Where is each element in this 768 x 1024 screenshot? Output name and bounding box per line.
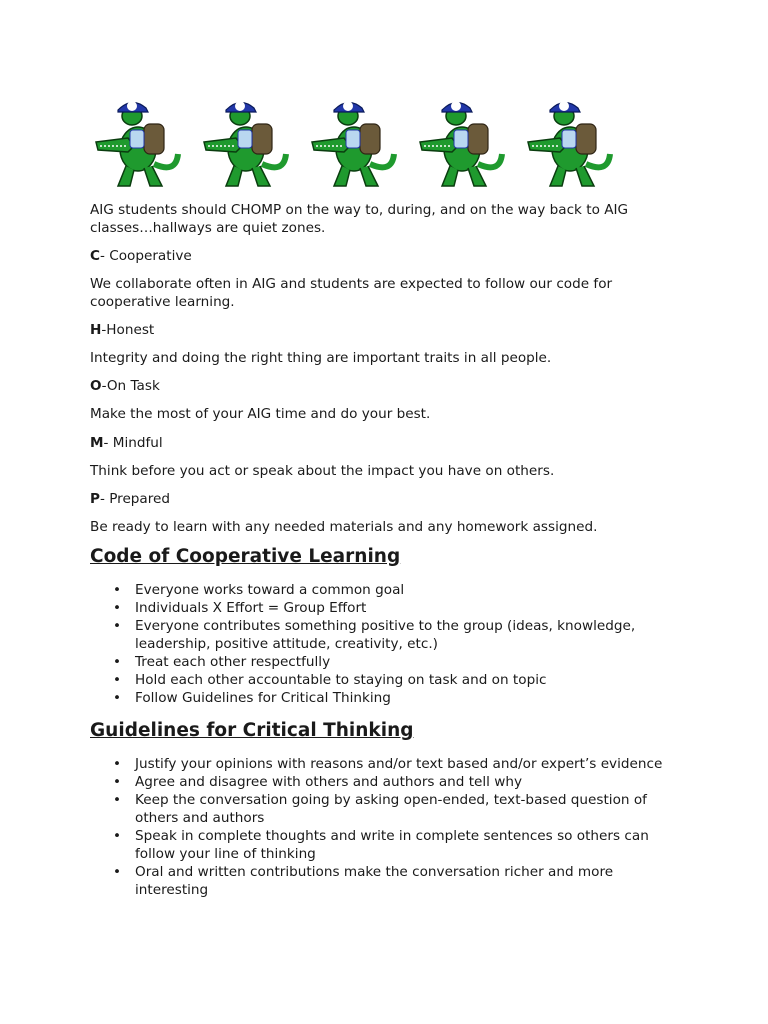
cooperative-learning-heading: Code of Cooperative Learning <box>90 546 401 567</box>
list-item: • Agree and disagree with others and authors and tell why <box>90 773 690 791</box>
chomp-letter-o <box>90 377 160 395</box>
chomp-letter-c <box>90 247 192 265</box>
critical-thinking-list <box>90 755 690 899</box>
chomp-letter: O <box>90 378 102 394</box>
chomp-letter: M <box>90 435 104 451</box>
intro-paragraph: AIG students should CHOMP on the way to, during, and on the way back to AIG classes…hallways are quiet zones. <box>90 202 629 236</box>
list-item: • Speak in complete thoughts and write in complete sentences so others can follow your line of thinking <box>90 827 690 863</box>
critical-thinking-heading: Guidelines for Critical Thinking <box>90 720 414 741</box>
chomp-word: - Cooperative <box>99 248 192 264</box>
alligator-mascot-row <box>88 94 628 192</box>
alligator-mascot-image <box>412 94 508 192</box>
list-item: • Everyone works toward a common goal <box>90 581 690 599</box>
list-item: • Justify your opinions with reasons and/or text based and/or expert’s evidence <box>90 755 690 773</box>
cooperative-learning-list <box>90 581 690 707</box>
alligator-mascot-image <box>520 94 616 192</box>
list-item: • Oral and written contributions make the conversation richer and more interesting <box>90 863 690 899</box>
chomp-letter: H <box>90 322 102 338</box>
chomp-letter-h <box>90 321 154 339</box>
chomp-description: Integrity and doing the right thing are important traits in all people. <box>90 350 552 366</box>
list-item: • Treat each other respectfully <box>90 653 690 671</box>
list-item: • Everyone contributes something positive to the group (ideas, knowledge, leadership, positive attitude, creativity, etc.) <box>90 617 690 653</box>
alligator-mascot-image <box>88 94 184 192</box>
alligator-mascot-image <box>196 94 292 192</box>
list-item: • Individuals X Effort = Group Effort <box>90 599 690 617</box>
chomp-word: -On Task <box>101 378 160 394</box>
chomp-letter: P <box>90 491 100 507</box>
chomp-letter: C <box>90 248 100 264</box>
chomp-word: -Honest <box>101 322 155 338</box>
alligator-mascot-image <box>304 94 400 192</box>
chomp-description: Think before you act or speak about the impact you have on others. <box>90 463 555 479</box>
list-item: • Hold each other accountable to staying on task and on topic <box>90 671 690 689</box>
chomp-word: - Mindful <box>103 435 163 451</box>
chomp-description: We collaborate often in AIG and students are expected to follow our code for cooperative learning. <box>90 276 613 310</box>
chomp-description: Be ready to learn with any needed materials and any homework assigned. <box>90 519 598 535</box>
list-item: • Keep the conversation going by asking open-ended, text-based question of others and authors <box>90 791 690 827</box>
chomp-description: Make the most of your AIG time and do your best. <box>90 406 431 422</box>
chomp-letter-m <box>90 434 163 452</box>
list-item: • Follow Guidelines for Critical Thinking <box>90 689 690 707</box>
chomp-word: - Prepared <box>99 491 171 507</box>
chomp-letter-p <box>90 490 170 508</box>
